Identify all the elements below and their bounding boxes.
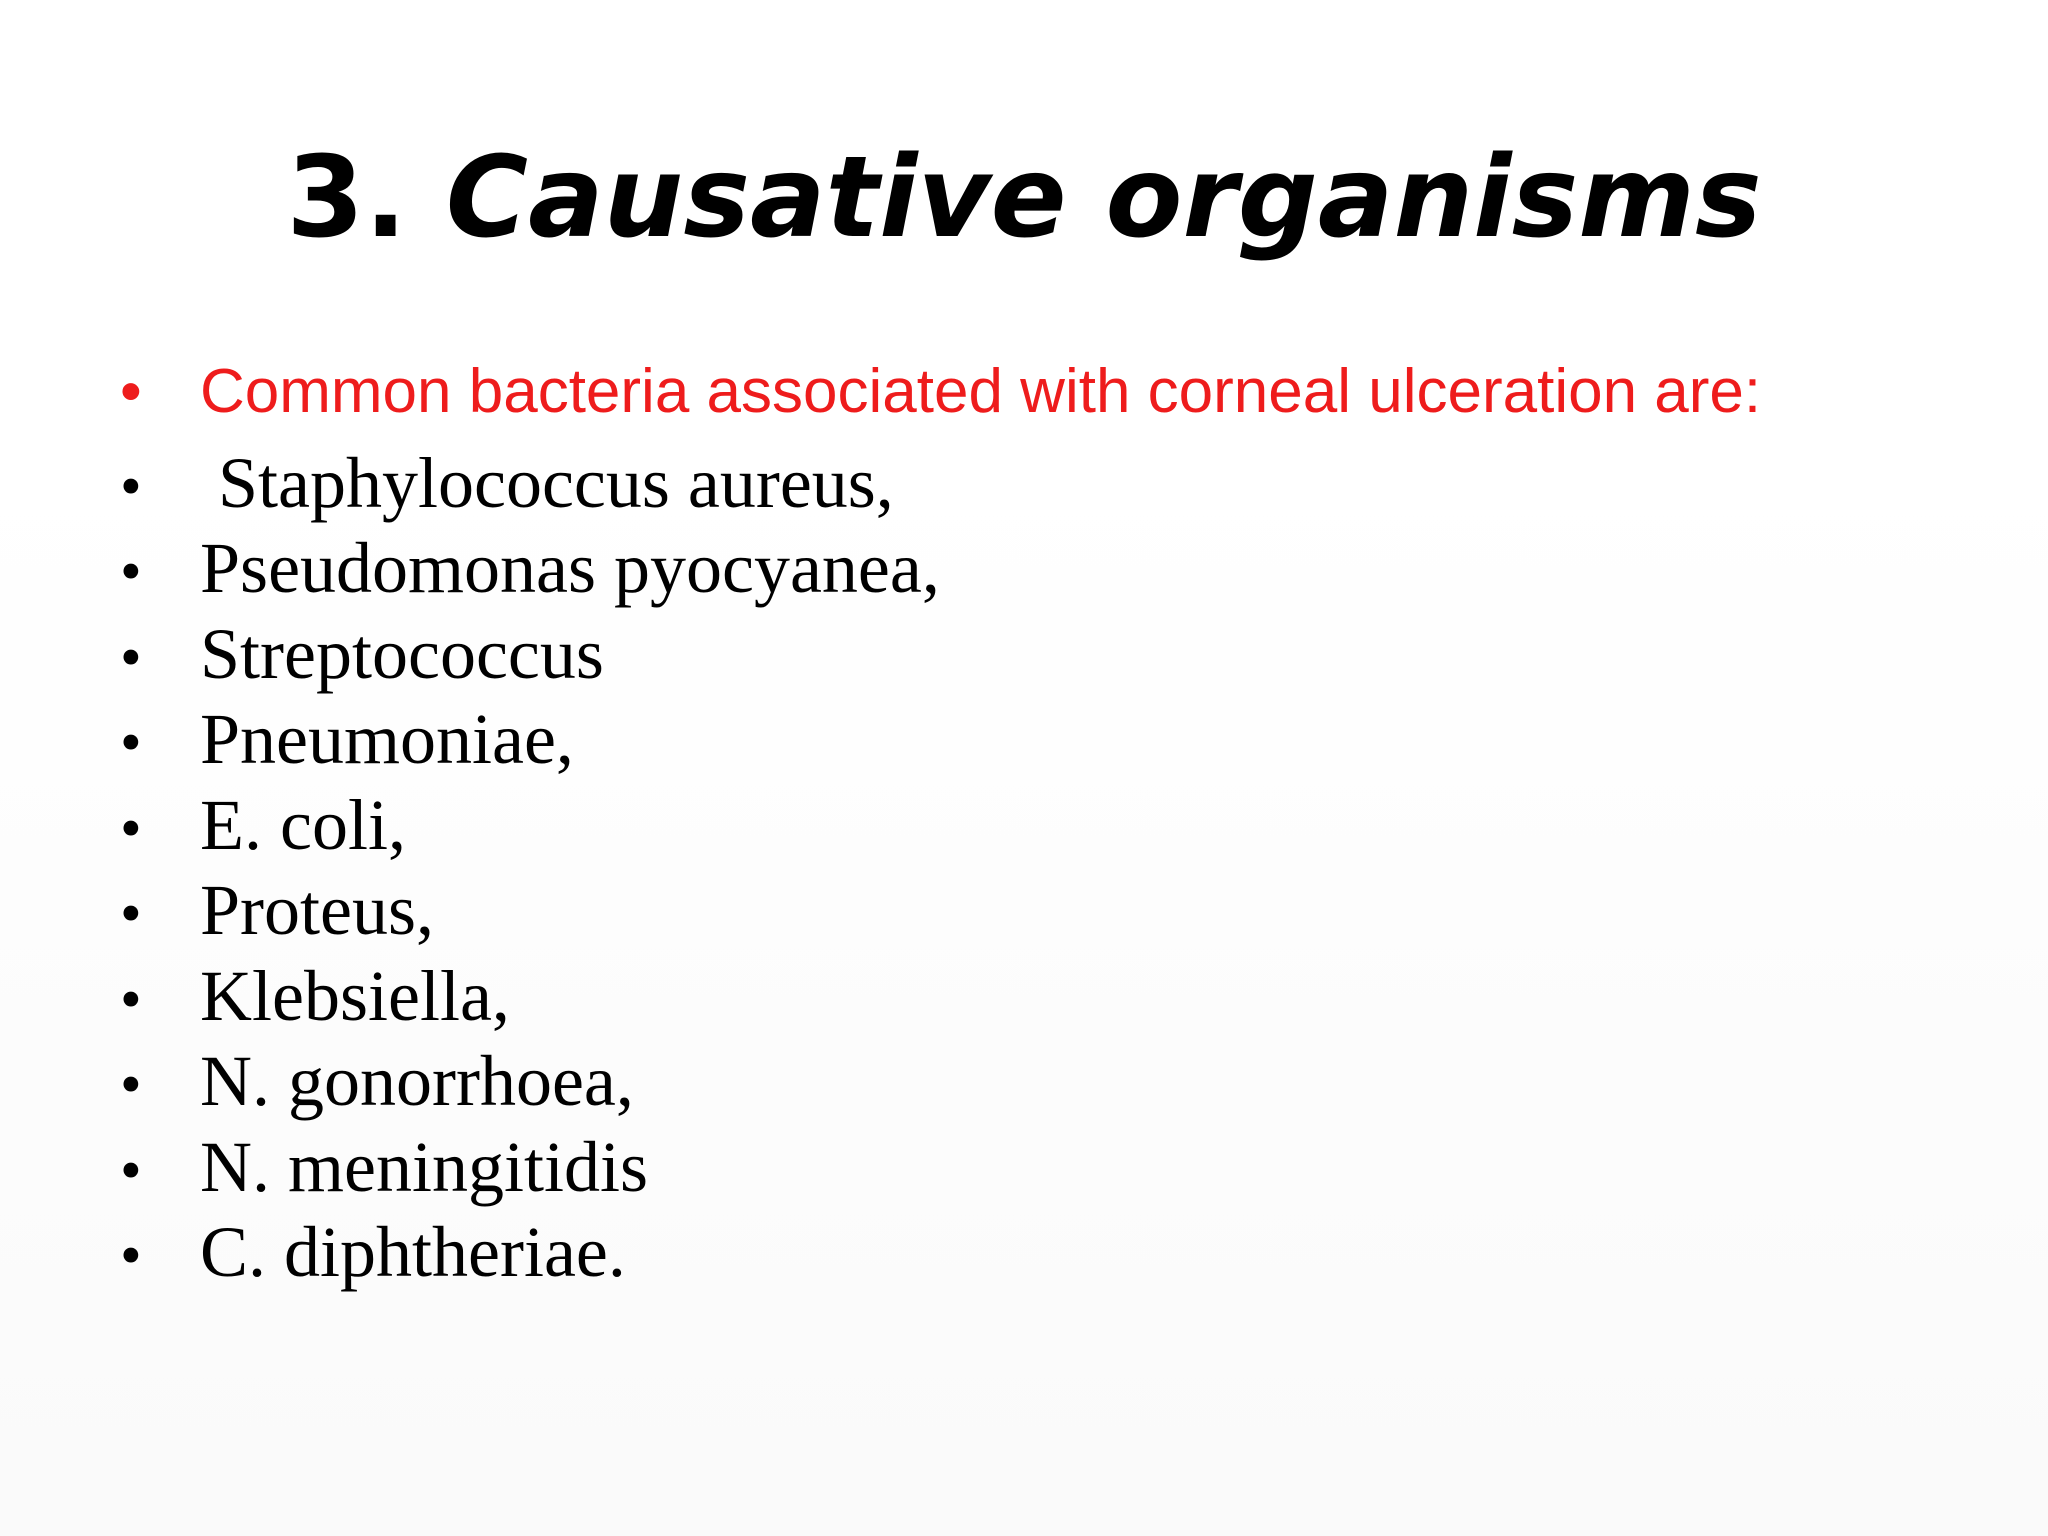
organism-name: Staphylococcus aureus, — [218, 442, 894, 523]
bullet-icon: • — [120, 709, 142, 777]
list-item — [120, 869, 1761, 955]
list-item — [120, 955, 1761, 1041]
intro-text: Common bacteria associated with corneal ulceration are: — [200, 357, 1762, 426]
organism-name: Pneumoniae, — [200, 699, 574, 779]
list-item — [120, 442, 1761, 528]
bullet-icon: • — [120, 794, 142, 863]
organism-name: E. coli, — [200, 784, 406, 865]
organism-name: Pseudomonas pyocyanea, — [200, 528, 940, 608]
bullet-icon: • — [120, 538, 142, 606]
organism-name: Klebsiella, — [200, 955, 510, 1036]
list-item — [120, 527, 1761, 613]
bullet-icon: • — [120, 357, 142, 426]
bullet-icon: • — [120, 623, 142, 692]
list-item — [120, 698, 1761, 784]
bullet-icon: • — [120, 965, 142, 1034]
list-item — [120, 1040, 1761, 1126]
bullet-icon: • — [120, 880, 142, 948]
bullet-icon: • — [120, 452, 142, 521]
organism-name: C. diphtheriae. — [200, 1212, 626, 1292]
organism-name: Streptococcus — [200, 613, 604, 694]
organism-name: Proteus, — [200, 870, 434, 950]
list-item — [120, 1211, 1761, 1297]
list-item — [120, 613, 1761, 699]
list-item-intro — [120, 356, 1761, 442]
slide-title — [0, 128, 2048, 268]
list-item — [120, 784, 1761, 870]
bullet-icon: • — [120, 1222, 142, 1290]
bullet-icon: • — [120, 1136, 142, 1205]
title-text: Causative organisms — [445, 133, 1762, 263]
list-item — [120, 1126, 1761, 1212]
bullet-list — [120, 356, 1761, 1297]
organism-name: N. meningitidis — [200, 1126, 648, 1207]
organism-name: N. gonorrhoea, — [200, 1041, 634, 1121]
bullet-icon: • — [120, 1051, 142, 1119]
title-number: 3. — [286, 133, 407, 263]
